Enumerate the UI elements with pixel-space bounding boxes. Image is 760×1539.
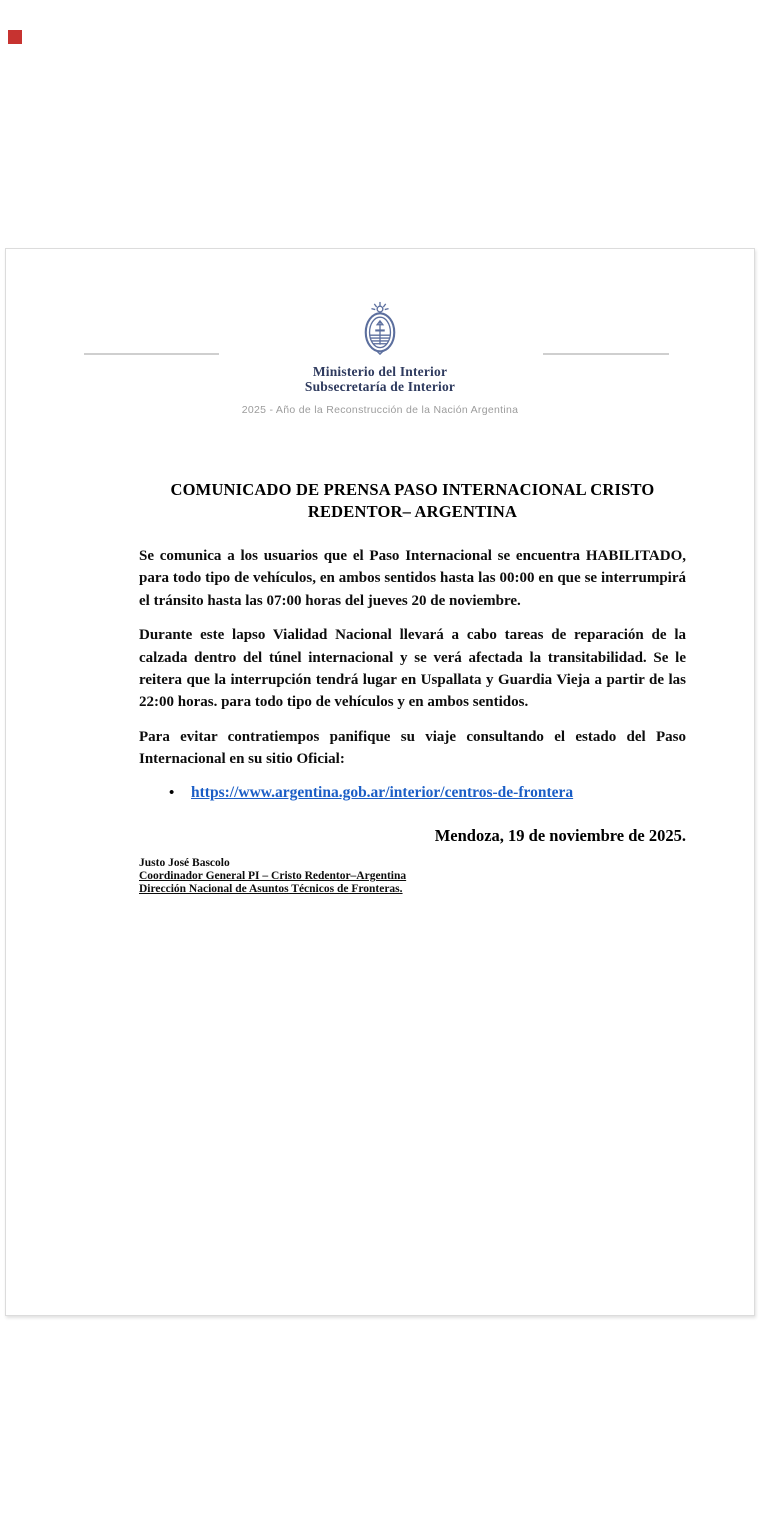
- signer-office: Dirección Nacional de Asuntos Técnicos de Fronteras.: [139, 883, 403, 896]
- paragraph-advice: Para evitar contratiempos panifique su viaje consultando el estado del Paso Internacional en su sitio Oficial:: [139, 728, 686, 768]
- signer-name: Justo José Bascolo: [139, 856, 230, 869]
- signature-block: [139, 857, 686, 897]
- document-page: [5, 248, 755, 1316]
- ministry-name: Ministerio del Interior: [312, 364, 448, 379]
- official-site-row: [139, 781, 686, 805]
- letterhead: [6, 301, 754, 416]
- ministry-subname: Subsecretaría de Interior: [304, 379, 456, 394]
- argentina-coat-of-arms-icon: [359, 301, 401, 358]
- paragraph-status: Se comunica a los usuarios que el Paso Internacional se encuentra HABILITADO, para todo tipo de vehículos, en ambos sentidos hasta las 00:00 en que se interrumpirá el tránsito hasta las 07:00 horas del jueves 20 de noviembre.: [139, 548, 686, 609]
- red-square-indicator: [8, 30, 22, 44]
- press-release-title: [139, 479, 686, 523]
- official-site-link[interactable]: https://www.argentina.gob.ar/interior/centros-de-frontera: [191, 783, 574, 801]
- title-line-2: REDENTOR– ARGENTINA: [307, 502, 518, 521]
- letter-body: [139, 479, 686, 897]
- dateline: Mendoza, 19 de noviembre de 2025.: [434, 825, 686, 845]
- signer-role: Coordinador General PI – Cristo Redentor–Argentina: [139, 870, 407, 883]
- title-line-1: COMUNICADO DE PRENSA PASO INTERNACIONAL CRISTO: [170, 480, 655, 499]
- year-tagline: 2025 - Año de la Reconstrucción de la Nación Argentina: [241, 404, 519, 416]
- bullet-icon: •: [169, 784, 175, 801]
- paragraph-works: Durante este lapso Vialidad Nacional llevará a cabo tareas de reparación de la calzada dentro del túnel internacional y se verá afectada la transitabilidad. Se le reitera que la interrupción tendrá lugar en Uspallata y Guardia Vieja a partir de las 22:00 horas. para todo tipo de vehículos y en ambos sentidos.: [139, 627, 686, 711]
